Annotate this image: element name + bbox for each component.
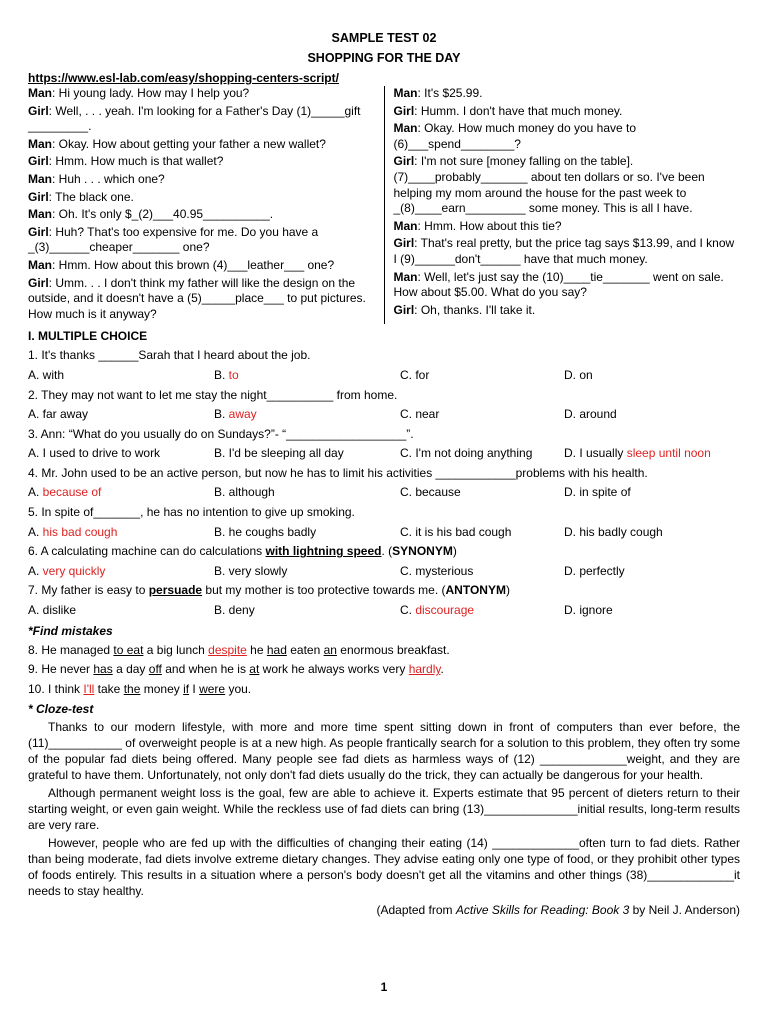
question-text: ) <box>452 544 457 559</box>
answer-option <box>564 601 613 621</box>
answer-options <box>28 562 740 582</box>
answer-option <box>214 405 400 425</box>
question-text: 7. My father is easy to <box>28 583 149 598</box>
dialogue-line <box>393 104 740 120</box>
underlined-word: off <box>148 662 162 677</box>
option-text: C. for <box>400 367 430 382</box>
question-stem: 3. Ann: “What do you usually do on Sundays?”- “__________________”. <box>28 426 414 441</box>
speaker-name: Girl <box>393 154 415 169</box>
dialogue-line <box>393 236 740 267</box>
dialogue-text: : Okay. How much money do you have to (6)___spend________? <box>393 121 637 151</box>
question-stem: 5. In spite of_______, he has no intention to give up smoking. <box>28 505 355 520</box>
dialogue-right-column <box>384 86 740 324</box>
dialogue-line <box>28 137 378 153</box>
answer-highlight: very quickly <box>42 563 106 578</box>
test-subtitle: SHOPPING FOR THE DAY <box>307 51 461 65</box>
speaker-name: Man <box>28 257 52 272</box>
answer-option <box>214 601 400 621</box>
answer-option <box>214 483 400 503</box>
citation-book: Active Skills for Reading: Book 3 <box>455 903 630 918</box>
answer-highlight: his bad cough <box>42 524 118 539</box>
answer-highlight: because of <box>42 485 102 500</box>
key-phrase: with lightning speed <box>265 544 382 559</box>
cloze-paragraph-2: Although permanent weight loss is the goal, few are able to achieve it. Experts estimate that 95 percent of dieters return to their starting weight, or even gain weight. While the reckless use of fad diets can bring (13)______________initial results, long-term results are very rare. <box>28 786 740 833</box>
speaker-name: Man <box>28 171 52 186</box>
option-text: D. ignore <box>564 603 613 618</box>
dialogue-text: : Hmm. How about this tie? <box>417 218 562 233</box>
option-text: B. although <box>214 485 275 500</box>
answer-option <box>400 523 564 543</box>
speaker-name: Girl <box>28 275 49 290</box>
speaker-name: Girl <box>28 103 49 118</box>
page-number: 1 <box>380 980 388 994</box>
option-text: C. it is his bad cough <box>400 524 512 539</box>
answer-option <box>564 483 631 503</box>
dialogue-text: : I'm not sure [money falling on the table]. (7)____probably_______ about ten dollars or so. I've been helping my mom around the house for the past week to _(8)____earn_________ some money. This is all I have. <box>393 154 705 216</box>
underlined-word: hardly <box>408 662 441 677</box>
dialogue <box>28 86 740 324</box>
underlined-word: to eat <box>113 642 144 657</box>
dialogue-text: : Oh. It's only $_(2)___40.95__________. <box>52 207 274 222</box>
answer-options <box>28 366 740 386</box>
underlined-word: at <box>249 662 260 677</box>
dialogue-text: : Okay. How about getting your father a new wallet? <box>52 136 326 151</box>
answer-option <box>214 562 400 582</box>
dialogue-text: : Hmm. How much is that wallet? <box>48 154 224 169</box>
answer-option <box>214 444 400 464</box>
dialogue-line <box>393 270 740 301</box>
underlined-word: had <box>266 642 287 657</box>
sentence-text: 9. He never <box>28 662 94 677</box>
cloze-heading: * Cloze-test <box>28 702 94 717</box>
option-text: D. perfectly <box>564 563 625 578</box>
dialogue-text: : Hi young lady. How may I help you? <box>52 86 250 100</box>
underlined-word: an <box>323 642 337 657</box>
speaker-name: Girl <box>28 189 49 204</box>
question-stem <box>28 542 740 562</box>
underlined-word: were <box>199 681 226 696</box>
dialogue-text: : Huh? That's too expensive for me. Do you have a _(3)______cheaper_______ one? <box>28 224 319 255</box>
answer-option <box>28 523 214 543</box>
sentence-text: I <box>189 681 200 696</box>
mistake-sentence-8 <box>28 641 740 661</box>
dialogue-text: : That's real pretty, but the price tag says $13.99, and I know I (9)______don't______ have that much money. <box>393 236 735 266</box>
dialogue-line <box>28 172 378 188</box>
answer-option <box>28 562 214 582</box>
option-text: A. with <box>28 367 65 382</box>
speaker-name: Man <box>393 218 418 233</box>
sentence-text: 8. He managed <box>28 642 114 657</box>
sentence-text: and when he is <box>161 662 250 677</box>
answer-option <box>214 366 400 386</box>
option-text: B. he coughs badly <box>214 524 317 539</box>
key-phrase: persuade <box>148 583 203 598</box>
option-text: D. around <box>564 407 617 422</box>
option-text: C. because <box>400 485 461 500</box>
sentence-text: enormous breakfast. <box>336 642 450 657</box>
answer-option <box>564 405 617 425</box>
dialogue-line <box>28 190 378 206</box>
underlined-word: I'll <box>83 681 95 696</box>
dialogue-text: : Hmm. How about this brown (4)___leather___ one? <box>52 257 335 272</box>
answer-option <box>400 483 564 503</box>
underlined-word: despite <box>208 642 247 657</box>
answer-option <box>28 405 214 425</box>
dialogue-line <box>28 207 378 223</box>
sentence-text: you. <box>225 681 252 696</box>
question-stem <box>28 581 740 601</box>
sentence-text: he <box>246 642 267 657</box>
dialogue-line <box>28 154 378 170</box>
speaker-name: Girl <box>393 236 415 251</box>
answer-options <box>28 523 740 543</box>
dialogue-line <box>28 104 378 135</box>
answer-options <box>28 601 740 621</box>
answer-option <box>28 601 214 621</box>
dialogue-left-column <box>28 86 384 324</box>
option-text: D. in spite of <box>564 485 631 500</box>
question-stem: 2. They may not want to let me stay the night__________ from home. <box>28 387 398 402</box>
sentence-text: a big lunch <box>143 642 209 657</box>
speaker-name: Man <box>393 269 418 284</box>
speaker-name: Girl <box>393 103 415 118</box>
speaker-name: Man <box>393 121 418 136</box>
dialogue-text: : Umm. . . I don't think my father will like the design on the outside, and it doesn't have a (5)_____place___ to put pictures. How much is it anyway? <box>28 275 366 321</box>
option-text: B. deny <box>214 603 255 618</box>
mistake-sentence-9 <box>28 660 740 680</box>
dialogue-text: : Huh . . . which one? <box>52 171 165 186</box>
sentence-text: a day <box>112 662 149 677</box>
dialogue-line <box>393 303 740 319</box>
option-text: B. very slowly <box>214 563 288 578</box>
cloze-paragraph-3: However, people who are fed up with the difficulties of changing their eating (14) _____________often turn to fad diets. Rather than being moderate, fad diets involve extreme dietary changes. They advise eating only one type of food, or they prohibit other types of foods entirely. This results in a situation where a person's body doesn't get all the vitamins and other things (38)_____________it needs to stay healthy. <box>28 836 740 899</box>
question-tag: ANTONYM <box>445 583 506 598</box>
answer-options <box>28 405 740 425</box>
question-text: ) <box>505 583 510 598</box>
citation-prefix: (Adapted from <box>376 903 456 918</box>
option-text: D. I usually <box>564 446 627 461</box>
answer-option <box>400 444 564 464</box>
answer-option <box>28 483 214 503</box>
option-text: B. I'd be sleeping all day <box>214 446 344 461</box>
dialogue-line <box>393 86 740 102</box>
answer-option <box>564 444 711 464</box>
option-text: D. on <box>564 367 593 382</box>
dialogue-text: : It's $25.99. <box>417 86 483 100</box>
option-text: A. dislike <box>28 603 77 618</box>
answer-option <box>400 405 564 425</box>
underlined-word: if <box>183 681 190 696</box>
mistake-sentence-10 <box>28 680 740 700</box>
option-text: C. mysterious <box>400 563 474 578</box>
answer-option <box>564 523 663 543</box>
option-text: B. <box>214 407 229 422</box>
speaker-name: Man <box>393 86 418 100</box>
dialogue-text: : Well, let's just say the (10)____tie_______ went on sale. How about $5.00. What do you say? <box>393 269 724 300</box>
dialogue-line <box>393 121 740 152</box>
option-text: C. <box>400 603 416 618</box>
dialogue-line <box>28 276 378 323</box>
speaker-name: Girl <box>28 224 49 239</box>
option-text: B. <box>214 367 229 382</box>
sentence-text: . <box>440 662 444 677</box>
answer-option <box>400 601 564 621</box>
answer-option <box>564 366 593 386</box>
answer-highlight: discourage <box>415 603 475 618</box>
worksheet <box>28 28 740 919</box>
answer-option <box>400 562 564 582</box>
dialogue-line <box>28 258 378 274</box>
sentence-text: 10. I think <box>28 681 84 696</box>
question-text: but my mother is too protective towards me. ( <box>202 583 446 598</box>
option-text: A. <box>28 524 43 539</box>
sentence-text: money <box>140 681 184 696</box>
test-title: SAMPLE TEST 02 <box>331 31 437 45</box>
underlined-word: the <box>123 681 141 696</box>
answer-options <box>28 483 740 503</box>
source-link[interactable]: https://www.esl-lab.com/easy/shopping-centers-script/ <box>28 71 339 85</box>
option-text: C. I'm not doing anything <box>400 446 533 461</box>
speaker-name: Man <box>28 136 52 151</box>
answer-options <box>28 444 740 464</box>
mc-heading: I. MULTIPLE CHOICE <box>28 329 148 344</box>
answer-option <box>400 366 564 386</box>
sentence-text: eaten <box>286 642 324 657</box>
dialogue-line <box>28 86 378 102</box>
answer-highlight: to <box>228 367 239 382</box>
speaker-name: Man <box>28 207 52 222</box>
speaker-name: Girl <box>28 154 49 169</box>
answer-option <box>28 366 214 386</box>
question-text: 6. A calculating machine can do calculations <box>28 544 266 559</box>
dialogue-line <box>393 219 740 235</box>
dialogue-text: : Oh, thanks. I'll take it. <box>414 302 536 317</box>
dialogue-text: : Humm. I don't have that much money. <box>414 103 623 118</box>
answer-option <box>28 444 214 464</box>
sentence-text: work he always works very <box>259 662 409 677</box>
dialogue-text: : Well, . . . yeah. I'm looking for a Father's Day (1)_____gift _________. <box>28 103 361 134</box>
dialogue-line <box>393 154 740 216</box>
speaker-name: Man <box>28 86 52 100</box>
multiple-choice-section <box>28 346 740 620</box>
option-text: A. far away <box>28 407 89 422</box>
option-text: A. I used to drive to work <box>28 446 161 461</box>
option-text: D. his badly cough <box>564 524 663 539</box>
speaker-name: Girl <box>393 302 415 317</box>
dialogue-line <box>28 225 378 256</box>
question-stem: 4. Mr. John used to be an active person, but now he has to limit his activities ____________problems with his health. <box>28 465 648 480</box>
find-mistakes-heading: *Find mistakes <box>28 623 113 638</box>
question-stem: 1. It's thanks ______Sarah that I heard about the job. <box>28 348 311 363</box>
source-citation <box>28 901 740 919</box>
question-text: . ( <box>381 544 393 559</box>
question-tag: SYNONYM <box>392 544 453 559</box>
underlined-word: has <box>93 662 113 677</box>
answer-option <box>214 523 400 543</box>
option-text: C. near <box>400 407 440 422</box>
sentence-text: take <box>94 681 124 696</box>
answer-highlight: sleep until noon <box>626 446 711 461</box>
dialogue-text: : The black one. <box>48 189 134 204</box>
answer-option <box>564 562 625 582</box>
option-text: A. <box>28 563 43 578</box>
citation-suffix: by Neil J. Anderson) <box>629 903 740 918</box>
answer-highlight: away <box>228 407 257 422</box>
option-text: A. <box>28 485 43 500</box>
cloze-paragraph-1: Thanks to our modern lifestyle, with more and more time spent sitting down in front of computers than ever before, the (11)___________ of overweight people is at a new high. As people frantically search for a solution to this problem, they often try some of the popular fad diets being offered. Many people see fad diets as harmless ways of (12) _____________weight, and they are grateful to have them. Unfortunately, not only don't fad diets usually do the trick, they can actually be dangerous for your health. <box>28 720 740 783</box>
